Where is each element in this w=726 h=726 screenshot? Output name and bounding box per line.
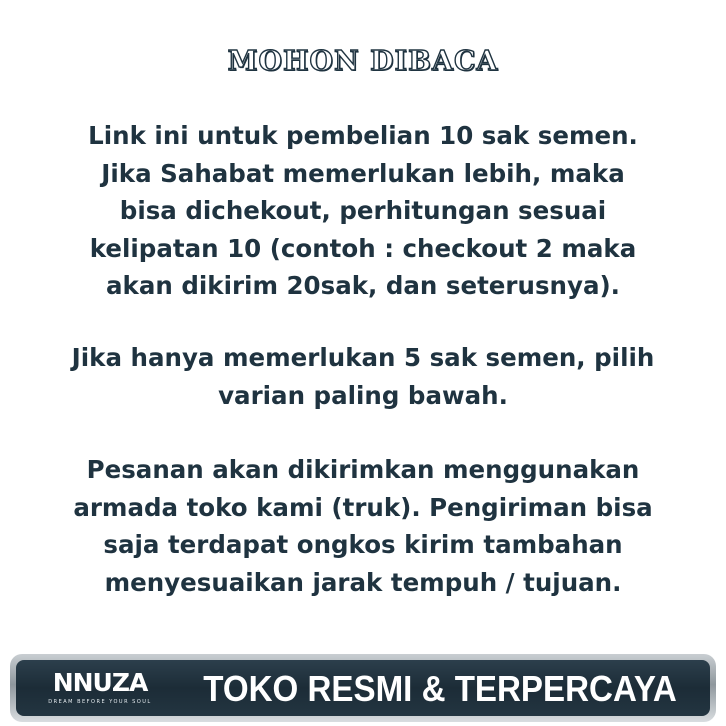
notice-title: MOHON DIBACA [227,46,499,77]
paragraph-line: Link ini untuk pembelian 10 sak semen. [88,121,638,150]
store-banner-panel [16,660,710,716]
paragraph-variant-note [0,339,726,414]
paragraph-line: saja terdapat ongkos kirim tambahan [103,530,623,559]
paragraph-line: Jika hanya memerlukan 5 sak semen, pilih [71,343,655,372]
paragraph-line: armada toko kami (truk). Pengiriman bisa [73,492,653,522]
brand-logo [34,670,166,710]
store-banner-text: TOKO RESMI & TERPERCAYA [203,668,677,709]
brand-logo-word: NNUZA [52,668,148,697]
paragraph-line: Jika Sahabat memerlukan lebih, maka [101,158,625,188]
paragraph-order-quantity [0,117,726,305]
paragraph-line: menyesuaikan jarak tempuh / tujuan. [104,567,622,597]
paragraph-line: bisa dichekout, perhitungan sesuai [119,196,607,225]
paragraph-line: Pesanan akan dikirimkan menggunakan [86,455,640,484]
paragraph-shipping-note [0,451,726,601]
brand-logo-tagline: DREAM BEFORE YOUR SOUL [48,699,152,705]
store-banner [10,654,716,722]
paragraph-line: varian paling bawah. [218,380,508,410]
paragraph-line: akan dikirim 20sak, dan seterusnya). [106,271,620,300]
paragraph-line: kelipatan 10 (contoh : checkout 2 maka [89,233,637,263]
